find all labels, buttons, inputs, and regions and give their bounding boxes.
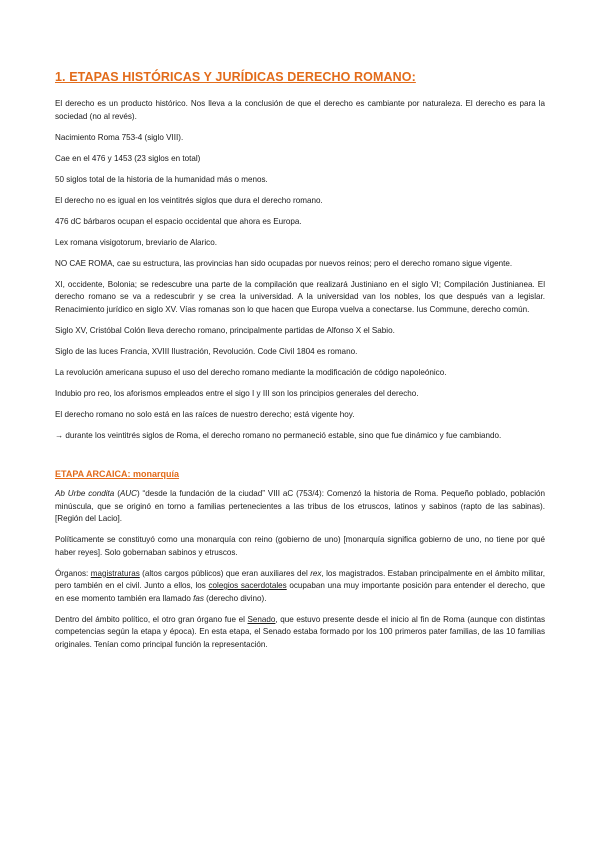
paragraph: XI, occidente, Bolonia; se redescubre una parte de la compilación que realizará Justiniano en el siglo VI; Compilación Justinianea. El derecho romano se va a redescubrir y se crea la universidad. A la universidad van los nobles, los que después van a legislar. Renacimiento jurídico en siglo XV. Vías romanas son lo que hacen que Europa vuelva a conectarse. Ius Commune, derecho común.: [55, 279, 545, 314]
italic-text: rex: [310, 568, 322, 578]
paragraph: Siglo de las luces Francia, XVIII Ilustración, Revolución. Code Civil 1804 es romano.: [55, 346, 358, 356]
paragraph: → durante los veintitrés siglos de Roma, el derecho romano no permaneció estable, sino que fue dinámico y fue cambiando.: [55, 430, 502, 440]
paragraph: El derecho romano no solo está en las raíces de nuestro derecho; está vigente hoy.: [55, 409, 355, 419]
paragraph: El derecho no es igual en los veintitrés siglos que dura el derecho romano.: [55, 195, 323, 205]
text-run: (: [114, 489, 120, 498]
section-heading: 1. ETAPAS HISTÓRICAS Y JURÍDICAS DERECHO ROMANO:: [55, 70, 416, 84]
paragraph: 476 dC bárbaros ocupan el espacio occidental que ahora es Europa.: [55, 216, 302, 226]
italic-text: Ab Urbe condita: [55, 489, 115, 498]
document-body: [55, 70, 545, 660]
text-run: , que estuvo presente desde el inicio al fin de Roma (aunque con distintas competencias según la etapa y época). En esta etapa, el Senado estaba formado por los 100 primeros pater familias, de las 10 familias originales. Tenían como principal función la representación.: [55, 614, 546, 649]
paragraph: La revolución americana supuso el uso del derecho romano mediante la modificación de código napoleónico.: [55, 367, 447, 377]
paragraph: [55, 488, 545, 526]
paragraph: 50 siglos total de la historia de la humanidad más o menos.: [55, 174, 268, 184]
paragraph: [55, 614, 545, 652]
underlined-term: Senado: [247, 614, 276, 624]
paragraph: NO CAE ROMA, cae su estructura, las provincias han sido ocupadas por nuevos reinos; pero el derecho romano sigue vigente.: [55, 258, 513, 268]
paragraph: Cae en el 476 y 1453 (23 siglos en total): [55, 153, 201, 163]
text-run: ocupaban una muy importante posición para entender el derecho, que en ese momento también era llamado: [55, 581, 545, 603]
paragraph: El derecho es un producto histórico. Nos lleva a la conclusión de que el derecho es cambiante por naturaleza. El derecho es para la sociedad (no al revés).: [55, 99, 545, 121]
text-run: Dentro del ámbito político, el otro gran órgano fue el: [55, 614, 248, 624]
subsection-heading: ETAPA ARCAICA: monarquía: [55, 469, 180, 479]
text-run: Órganos:: [55, 568, 91, 578]
underlined-term: magistraturas: [90, 568, 140, 578]
italic-text: fas: [193, 593, 204, 603]
text-run: ) “desde la fundación de la ciudad” VIII aC (753/4): Comenzó la historia de Roma. Pequeño poblado, población minúscula, que se originó en torno a familias pertenecientes a las tribus de los etruscos, latinos y sabinos (rapto de las sabinas). [Región del Lacio].: [55, 489, 545, 523]
italic-text: AUC: [119, 489, 137, 498]
text-run: (altos cargos públicos) que eran auxiliares del: [139, 568, 311, 578]
paragraph: [55, 568, 545, 606]
text-run: , los magistrados. Estaban principalmente en el ámbito militar, pero también en el civil. Junto a ellos, los: [55, 568, 546, 590]
underlined-term: colegios sacerdotales: [208, 581, 287, 590]
paragraph: Nacimiento Roma 753-4 (siglo VIII).: [55, 132, 184, 142]
text-run: (derecho divino).: [203, 593, 267, 603]
paragraph: Indubio pro reo, los aforismos empleados entre el sigo I y III son los principios generales del derecho.: [55, 388, 419, 398]
paragraph: Lex romana visigotorum, breviario de Alarico.: [55, 237, 217, 247]
paragraph: Siglo XV, Cristóbal Colón lleva derecho romano, principalmente partidas de Alfonso X el Sabio.: [55, 325, 395, 335]
paragraph: Políticamente se constituyó como una monarquía con reino (gobierno de uno) [monarquía significa gobierno de uno, no tiene por qué haber reyes]. Solo gobernaban sabinos y etruscos.: [55, 535, 545, 557]
